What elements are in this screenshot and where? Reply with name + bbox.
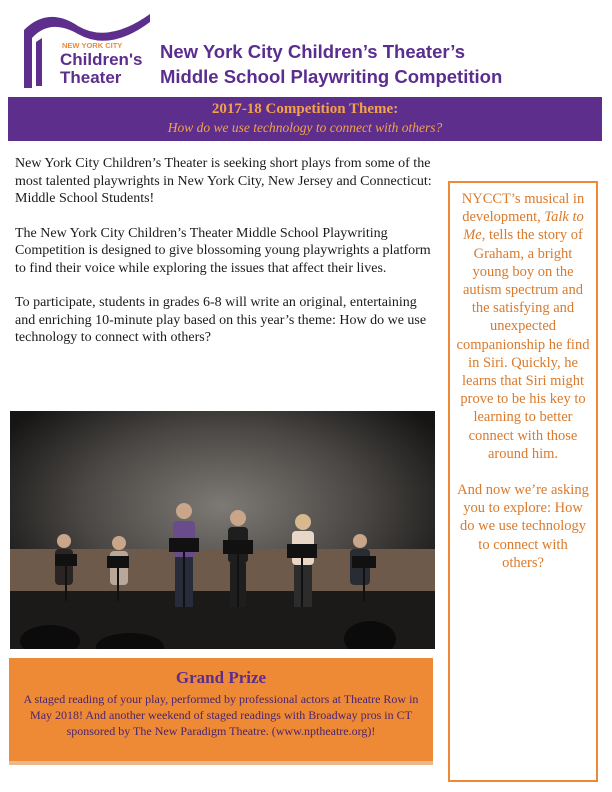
nycct-logo [18,8,154,92]
theme-banner [8,97,602,141]
theme-question: How do we use technology to connect with others? [167,120,443,135]
grand-prize-title: Grand Prize [175,668,267,687]
theme-heading: 2017-18 Competition Theme: [211,101,399,117]
sidebar-p1-after: , tells the story of Graham, a bright young boy on the autism spectrum and the satisfying and unexpected companionship he find in Siri. Quickly, he learns that Siri might prove to be his key to learning to better connect with those around him. [456,227,590,462]
sidebar-p1-before: NYCCT’s musical in development, [461,191,585,226]
intro-paragraph-1: New York City Children’s Theater is seeking short plays from some of the most talented playwrights in New York City, New Jersey and Connecticut: Middle School Students! [15,156,432,206]
logo-text-city: NEW YORK CITY [62,41,123,50]
staged-reading-photo [10,411,435,649]
page-title [160,39,600,89]
intro-paragraph-3: To participate, students in grades 6-8 will write an original, entertaining and enriching 10-minute play based on this year’s theme: How do we use technology to connect with others? [15,295,427,345]
intro-paragraph-2: The New York City Children’s Theater Middle School Playwriting Competition is designed to give blossoming young playwrights a platform to find their voice while exploring the issues that affect their lives. [15,225,431,276]
musical-sidebar [448,181,598,782]
grand-prize-description: A staged reading of your play, performed by professional actors at Theatre Row in May 2018! And another weekend of staged readings with Broadway pros in CT sponsored by The New Paradigm Theatre. (www.nptheatre.org)! [23,692,419,738]
grand-prize-box [9,658,433,765]
sidebar-paragraph-1 [456,190,590,463]
logo-text-theater: Theater [60,68,122,87]
logo-text-childrens: Children's [60,50,143,69]
sidebar-show-title: Talk to Me [463,209,584,244]
title-line-2: Middle School Playwriting Competition [160,66,503,87]
title-line-1: New York City Children’s Theater’s [160,41,465,62]
intro-text [15,155,435,364]
sidebar-paragraph-2: And now we’re asking you to explore: How do we use technology to connect with others? [457,482,589,571]
